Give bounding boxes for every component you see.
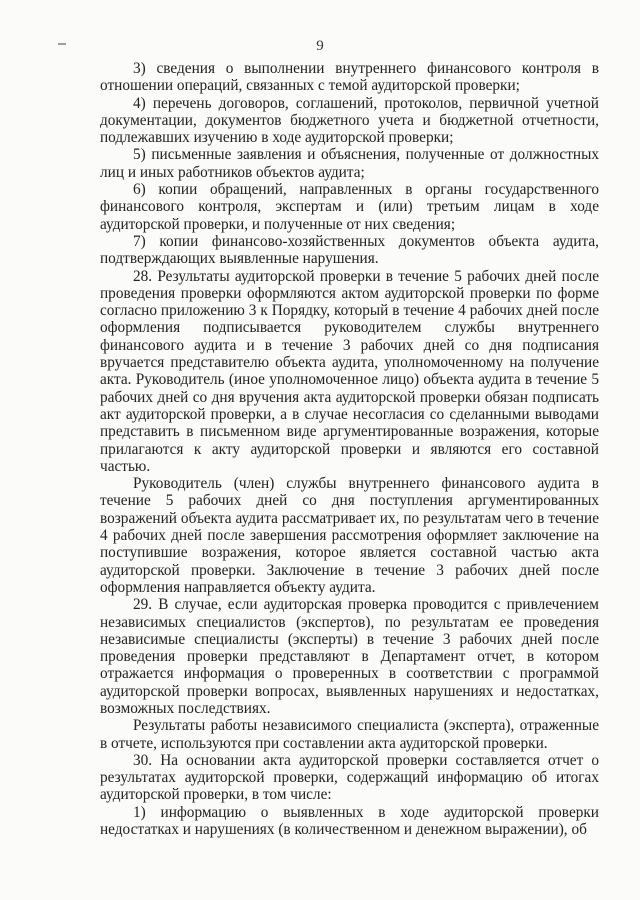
paragraph-section-28: 28. Результаты аудиторской проверки в течение 5 рабочих дней после проведения проверки оформляются актом аудиторской проверки по форме согласно приложению 3 к Порядку, который в течение 4 рабочих дней после оформления подписывается руководителем службы внутреннего финансового аудита и в течение 3 рабочих дней со дня подписания вручается представителю объекта аудита, уполномоченному на получение акта. Руководитель (иное уполномоченное лицо) объекта аудита в течение 5 рабочих дней со дня вручения акта аудиторской проверки обязан подписать акт аудиторской проверки, а в случае несогласия со сделанными выводами представить в письменном виде аргументированные возражения, которые прилагаются к акту аудиторской проверки и являются его составной частью. [100, 267, 599, 475]
paragraph-item-3: 3) сведения о выполнении внутреннего финансового контроля в отношении операций, связанных с темой аудиторской проверки; [100, 60, 599, 95]
paragraph-section-30-item-1: 1) информацию о выявленных в ходе аудиторской проверки недостатках и нарушениях (в количественном и денежном выражении), об [100, 803, 599, 839]
paragraph-item-6: 6) копии обращений, направленных в органы государственного финансового контроля, экспертам и (или) третьим лицам в ходе аудиторской проверки, и полученные от них сведения; [100, 181, 599, 233]
body-text [100, 60, 599, 838]
paragraph-item-4: 4) перечень договоров, соглашений, протоколов, первичной учетной документации, документов бюджетного учета и бюджетной отчетности, подлежавших изучению в ходе аудиторской проверки; [100, 94, 599, 147]
paragraph-item-5: 5) письменные заявления и объяснения, полученные от должностных лиц и иных работников объектов аудита; [100, 146, 599, 181]
page-number: 9 [316, 38, 324, 54]
paragraph-section-29-cont: Результаты работы независимого специалиста (эксперта), отраженные в отчете, используются при составлении акта аудиторской проверки. [100, 717, 599, 752]
paragraph-item-7: 7) копии финансово-хозяйственных документов объекта аудита, подтверждающих выявленные нарушения. [100, 232, 599, 268]
paragraph-section-29: 29. В случае, если аудиторская проверка проводится с привлечением независимых специалистов (экспертов), по результатам ее проведения независимые специалисты (эксперты) в течение 3 рабочих дней после проведения проверки представляют в Департамент отчет, в котором отражается информация о проверенных в соответствии с программой аудиторской проверки вопросах, выявленных нарушениях и недостатках, возможных последствиях. [100, 596, 599, 717]
paragraph-section-28-cont: Руководитель (член) службы внутреннего финансового аудита в течение 5 рабочих дней со дня поступления аргументированных возражений объекта аудита рассматривает их, по результатам чего в течение 4 рабочих дней после завершения рассмотрения оформляет заключение на поступившие возражения, которое является составной частью акта аудиторской проверки. Заключение в течение 3 рабочих дней после оформления направляется объекту аудита. [100, 475, 599, 596]
paragraph-section-30: 30. На основании акта аудиторской проверки составляется отчет о результатах аудиторской проверки, содержащий информацию об итогах аудиторской проверки, в том числе: [100, 751, 599, 804]
